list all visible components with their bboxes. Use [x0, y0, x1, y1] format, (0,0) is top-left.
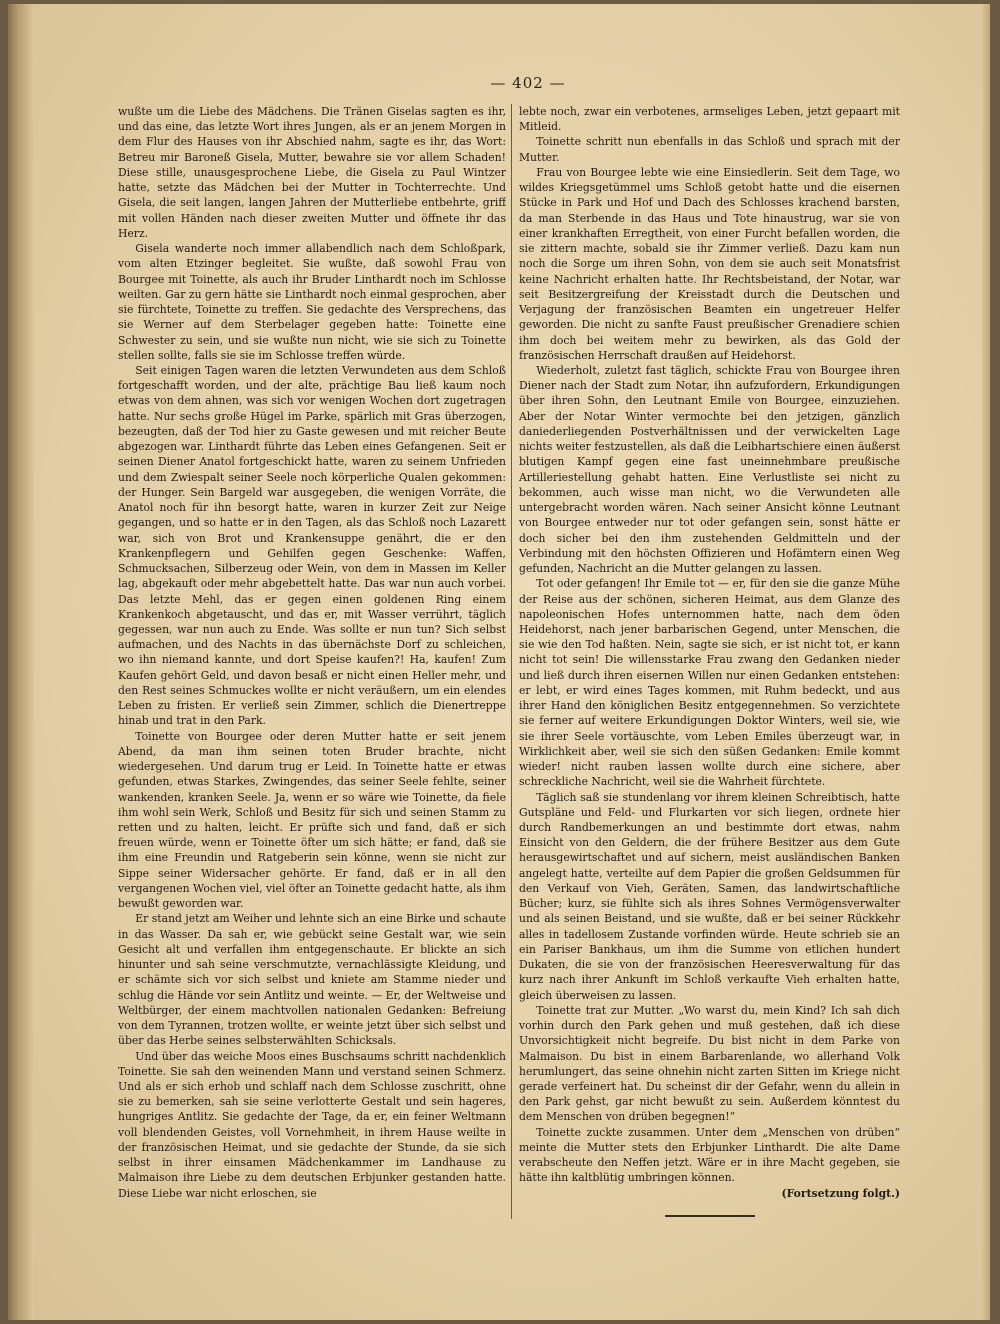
paragraph: Er stand jetzt am Weiher und lehnte sich an eine Birke und schaute in das Wasser. Da sah er, wie gebückt seine Gestalt war, wie sein Gesicht alt und verfallen ihm entgegenschaute. Er blickte an sich hinunter und sah seine verschmutzte, vernachlässigte Kleidung, und er schämte sich vor sich selbst und kniete am Stamme nieder und schlug die Hände vor sein Antlitz und weinte. — Er, der Weltweise und Weltbürger, der einem machtvollen nationalen Gedanken: Befreiung von dem Tyrannen, trotzen wollte, er weinte jetzt über sich selbst und über das Herbe seines selbsterwählten Schicksals.	[118, 912, 506, 1048]
paragraph: Tot oder gefangen! Ihr Emile tot — er, für den sie die ganze Mühe der Reise aus der schönen, sicheren Heimat, aus dem Glanze des napoleonischen Hofes unternommen hatte, nach dem öden Heidehorst, nach jener barbarischen Gegend, unter Menschen, die sie wie den Tod haßten. Nein, sagte sie sich, er ist nicht tot, er kann nicht tot sein! Die willensstarke Frau zwang den Gedanken nieder und ließ durch ihren eisernen Willen nur einen Gedanken entstehen: er lebt, er wird eines Tages kommen, mit Ruhm bedeckt, und aus ihrer Hand den königlichen Besitz entgegennehmen. So verzichtete sie ferner auf weitere Erkundigungen Doktor Winters, weil sie, wie sie ihrer Seele vortäuschte, vom Leben Emiles überzeugt war, in Wirklichkeit aber, weil sie sich den süßen Gedanken: Emile kommt wieder! nicht rauben lassen wollte durch eine sichere, aber schreckliche Nachricht, weil sie die Wahrheit fürchtete.	[519, 577, 900, 789]
paragraph: Toinette trat zur Mutter. „Wo warst du, mein Kind? Ich sah dich vorhin durch den Park gehen und muß gestehen, daß ich diese Unvorsichtigkeit nicht begreife. Du bist nicht in dem Parke von Malmaison. Du bist in einem Barbarenlande, wo allerhand Volk herumlungert, das seine ohnehin nicht zarten Sitten im Kriege nicht gerade verfeinert hat. Du scheinst dir der Gefahr, wenn du allein in den Park gehst, gar nicht bewußt zu sein. Außerdem könntest du dem Menschen von drüben begegnen!“	[519, 1003, 900, 1124]
paragraph: Seit einigen Tagen waren die letzten Verwundeten aus dem Schloß fortgeschafft worden, und der alte, prächtige Bau ließ kaum noch etwas von dem ahnen, was sich vor wenigen Wochen dort zugetragen hatte. Nur sechs große Hügel im Parke, spärlich mit Gras überzogen, bezeugten, daß der Tod hier zu Gaste gewesen und mit reicher Beute abgezogen war. Linthardt führte das Leben eines Gefangenen. Seit er seinen Diener Anatol fortgeschickt hatte, waren zu seinem Unfrieden und dem Zwiespalt seiner Seele noch körperliche Qualen gekommen: der Hunger. Sein Bargeld war ausgegeben, die wenigen Vorräte, die Anatol noch für ihn besorgt hatte, waren in kurzer Zeit zur Neige gegangen, und so hatte er in den Tagen, als das Schloß noch Lazarett war, sich von Brot und Krankensuppe genährt, die er den Krankenpflegern und Gehilfen gegen Geschenke: Waffen, Schmucksachen, Silberzeug oder Wein, von dem in Massen im Keller lag, abgekauft oder mehr abgebettelt hatte. Das war nun auch vorbei. Das letzte Mehl, das er gegen einen goldenen Ring einem Krankenkoch abgetauscht, und das er, mit Wasser verrührt, täglich gegessen, war nun auch zu Ende. Was sollte er nun tun? Sich selbst aufmachen, und des Nachts in das übernächste Dorf zu schleichen, wo ihn niemand kannte, und dort Speise kaufen?! Ha, kaufen! Zum Kaufen gehört Geld, und davon besaß er nicht einen Heller mehr, und den Rest seines Schmuckes wollte er nicht veräußern, um ein elendes Leben zu fristen. Er verließ sein Zimmer, schlich die Dienertreppe hinab und trat in den Park.	[118, 363, 506, 728]
paragraph: Wiederholt, zuletzt fast täglich, schickte Frau von Bourgee ihren Diener nach der Stadt zum Notar, ihn aufzufordern, Erkundigungen über ihren Sohn, den Leutnant Emile von Bourgee, einzuziehen. Aber der Notar Winter vermochte bei den jetzigen, gänzlich daniederliegenden Postverhältnissen und der verwickelten Lage nichts weiter festzustellen, als daß die Leibhartschiere einen äußerst blutigen Kampf gegen eine fast uneinnehmbare preußische Artilleriestellung gehabt hatten. Eine Verlustliste sei nicht zu bekommen, auch wisse man nicht, wo die Verwundeten alle untergebracht worden wären. Nach seiner Ansicht könne Leutnant von Bourgee entweder nur tot oder gefangen sein, sonst hätte er doch sicher bei den ihm zustehenden Geldmitteln und der Verbindung mit den höchsten Offizieren und Hofämtern einen Weg gefunden, Nachricht an die Mutter gelangen zu lassen.	[519, 363, 900, 576]
column-divider	[511, 104, 512, 1219]
newspaper-page	[8, 4, 990, 1320]
text-column-left	[118, 104, 506, 1224]
paragraph: Toinette zuckte zusammen. Unter dem „Menschen von drüben“ meinte die Mutter stets den Erbjunker Linthardt. Die alte Dame verabscheute den Neffen jetzt. Wäre er in ihre Macht gegeben, sie hätte ihn kaltblütig umbringen können.	[519, 1125, 900, 1185]
page-edge	[982, 4, 990, 1320]
paragraph: Und über das weiche Moos eines Buschsaums schritt nachdenklich Toinette. Sie sah den weinenden Mann und verstand seinen Schmerz. Und als er sich erhob und schlaff nach dem Schlosse zuschritt, ohne sie zu bemerken, sah sie seine verlotterte Gestalt und sein hageres, hungriges Antlitz. Sie gedachte der Tage, da er, ein feiner Weltmann voll blendenden Geistes, voll Vornehmheit, in ihrem Hause weilte in der französischen Heimat, und sie gedachte der Stunde, da sie sich selbst in ihrer einsamen Mädchenkammer im Landhause zu Malmaison ihre Liebe zu dem deutschen Erbjunker gestanden hatte. Diese Liebe war nicht erloschen, sie	[118, 1049, 506, 1200]
paragraph: Gisela wanderte noch immer allabendlich nach dem Schloßpark, vom alten Etzinger begleitet. Sie wußte, daß sowohl Frau von Bourgee mit Toinette, als auch ihr Bruder Linthardt noch im Schlosse weilten. Gar zu gern hätte sie Linthardt noch einmal gesprochen, aber sie fürchtete, Toinette zu treffen. Sie gedachte des Versprechens, das sie Werner auf dem Sterbelager gegeben hatte: Toinette eine Schwester zu sein, und sie wußte nun nicht, wie sie sich zu Toinette stellen sollte, falls sie sie im Schlosse treffen würde.	[118, 242, 506, 362]
end-rule	[665, 1215, 755, 1217]
text-column-right	[519, 104, 900, 1224]
paragraph: wußte um die Liebe des Mädchens. Die Tränen Giselas sagten es ihr, und das eine, das letzte Wort ihres Jungen, als er an jenem Morgen in dem Flur des Hauses von ihr Abschied nahm, sagte es ihr, das Wort: Betreu mir Baroneß Gisela, Mutter, bewahre sie vor allem Schaden! Diese stille, unausgesprochene Liebe, die Gisela zu Paul Wintzer hatte, setzte das Mädchen bei der Mutter in Tochterrechte. Und Gisela, die seit langen, langen Jahren der Mutterliebe entbehrte, griff mit vollen Händen nach dieser zweiten Mutter und öffnete ihr das Herz.	[118, 105, 506, 240]
continued-label: (Fortsetzung folgt.)	[781, 1186, 900, 1200]
page-number: — 402 —	[490, 74, 566, 92]
paragraph: Frau von Bourgee lebte wie eine Einsiedlerin. Seit dem Tage, wo wildes Kriegsgetümmel ums Schloß getobt hatte und die eisernen Stücke in Park und Hof und Dach des Schlosses krachend barsten, da man Sterbende in das Haus und Tote hinaustrug, war sie von einer krankhaften Erregtheit, von einer Furcht befallen worden, die sie zittern machte, sobald sie ihr Zimmer verließ. Dazu kam nun noch die Sorge um ihren Sohn, von dem sie auch seit Monatsfrist keine Nachricht erhalten hatte. Ihr Rechtsbeistand, der Notar, war seit Besitzergreifung der Kreisstadt durch die Deutschen und Verjagung der französischen Beamten ein ungetreuer Helfer geworden. Die nicht zu sanfte Faust preußischer Grenadiere schien ihm doch bei weitem mehr zu bewirken, als das Gold der französischen Herrschaft draußen auf Heidehorst.	[519, 165, 900, 362]
paragraph: Toinette von Bourgee oder deren Mutter hatte er seit jenem Abend, da man ihm seinen toten Bruder brachte, nicht wiedergesehen. Und darum trug er Leid. In Toinette hatte er etwas gefunden, etwas Starkes, Zwingendes, das seiner Seele fehlte, seiner wankenden, kranken Seele. Ja, wenn er so wäre wie Toinette, da fiele ihm wohl sein Werk, Schloß und Besitz für sich und seinen Stamm zu retten und zu halten, leicht. Er prüfte sich und fand, daß er sich freuen würde, wenn er Toinette öfter um sich hätte; er fand, daß sie ihm eine Freundin und Ratgeberin sein könne, wenn sie nicht zur Sippe seiner Widersacher gehörte. Er fand, daß er in all den vergangenen Wochen viel, viel öfter an Toinette gedacht hatte, als ihm bewußt geworden war.	[118, 729, 506, 911]
paragraph: lebte noch, zwar ein verbotenes, armseliges Leben, jetzt gepaart mit Mitleid.	[519, 105, 900, 134]
paragraph: Täglich saß sie stundenlang vor ihrem kleinen Schreibtisch, hatte Gutspläne und Feld- und Flurkarten vor sich liegen, ordnete hier durch Randbemerkungen an und bestimmte dort etwas, nahm Einsicht von den Geldern, die der frühere Besitzer aus dem Gute herausgewirtschaftet und auf sichern, meist ausländischen Banken angelegt hatte, verteilte auf dem Papier die großen Geldsummen für den Verkauf von Vieh, Geräten, Samen, das landwirtschaftliche Bücher; kurz, sie fühlte sich als ihres Sohnes Vermögensverwalter und als seinen Beistand, und sie wußte, daß er bei seiner Rückkehr alles in tadellosem Zustande vorfinden würde. Heute schrieb sie an ein Pariser Bankhaus, um ihm die Summe von etlichen hundert Dukaten, die sie von der französischen Heeresverwaltung für das kurz nach ihrer Ankunft im Schloß verkaufte Vieh erhalten hatte, gleich überweisen zu lassen.	[519, 790, 900, 1002]
paragraph: Toinette schritt nun ebenfalls in das Schloß und sprach mit der Mutter.	[519, 135, 900, 164]
page-binding-shadow	[8, 4, 34, 1320]
